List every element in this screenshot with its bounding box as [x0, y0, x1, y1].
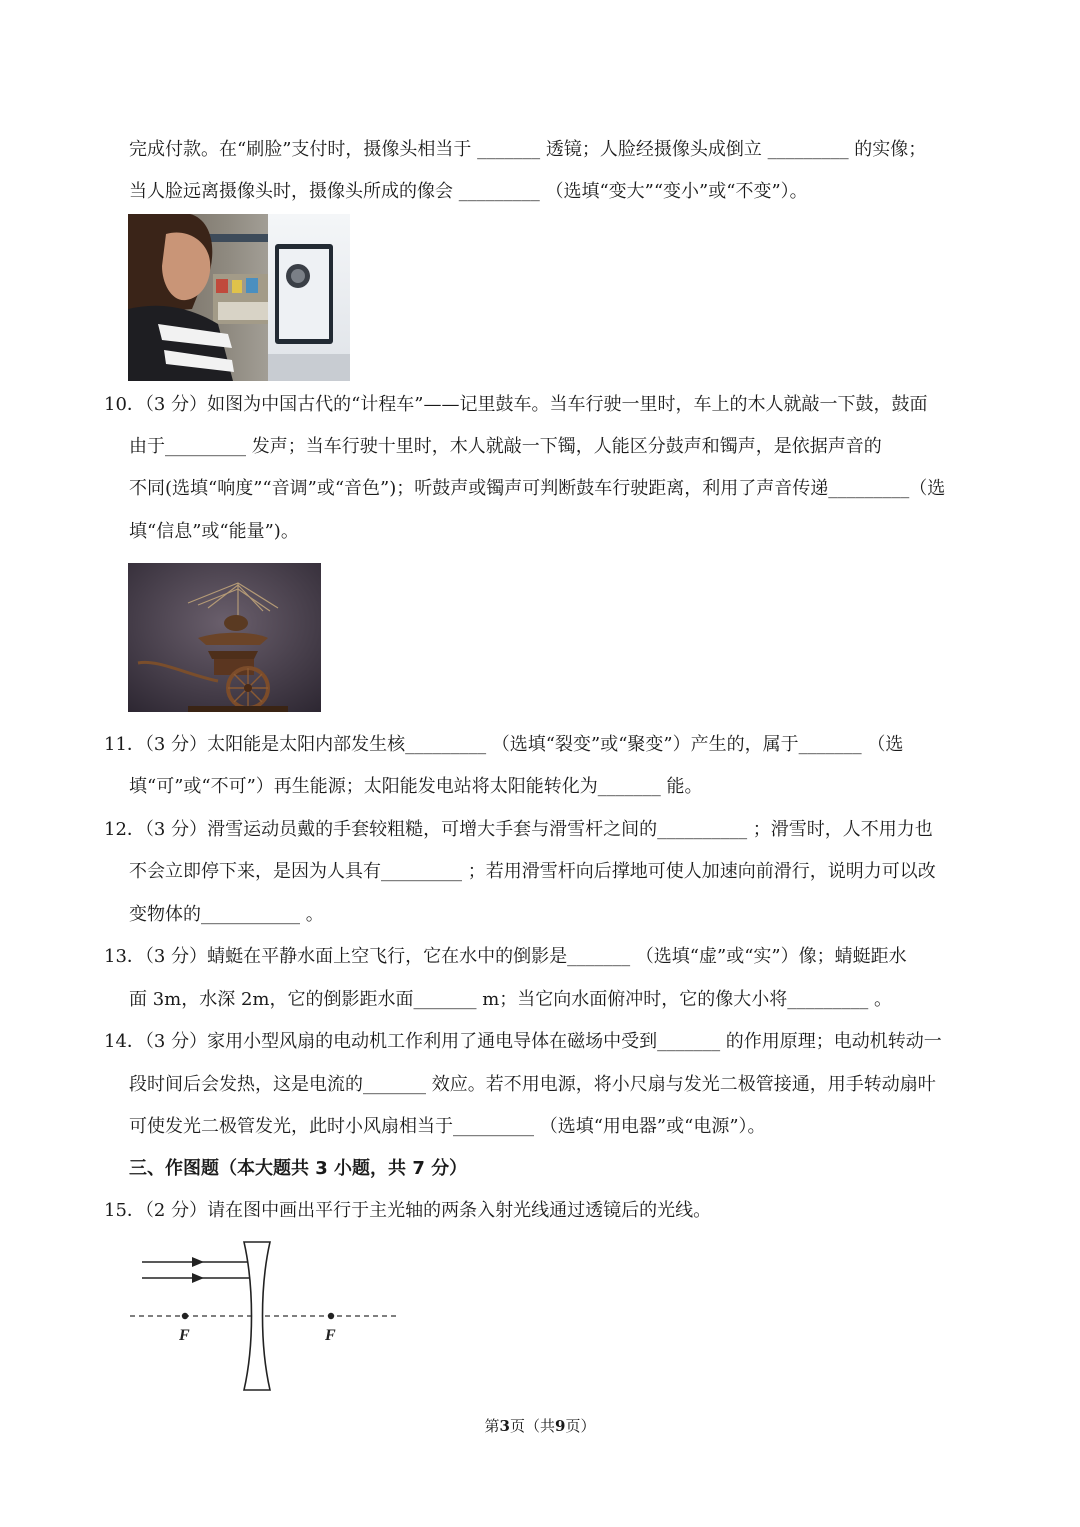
question-13-text-line-2: 面 3m，水深 2m，它的倒影距水面_______ m；当它向水面俯冲时，它的像大小将_________ 。	[129, 989, 892, 1010]
question-9-text-line-1: 完成付款。在“刷脸”支付时，摄像头相当于 _______ 透镜；人脸经摄像头成倒立 _________ 的实像；	[129, 139, 927, 160]
footer-suffix: 页）	[565, 1417, 596, 1435]
question-12-text-line-3: 变物体的___________ 。	[129, 904, 324, 925]
question-10-text-line-3: 不同(选填“响度”“音调”或“音色”)；听鼓声或镯声可判断鼓车行驶距离，利用了声音传递_________（选	[129, 478, 946, 499]
question-15-text: 15．（2 分）请在图中画出平行于主光轴的两条入射光线通过透镜后的光线。	[104, 1200, 712, 1221]
drum-cart-photo	[128, 563, 321, 712]
footer-prefix: 第	[484, 1417, 500, 1435]
question-12-text-line-2: 不会立即停下来，是因为人具有_________ ；若用滑雪杆向后撑地可使人加速向前滑行，说明力可以改	[129, 861, 936, 882]
question-10-text-line-4: 填“信息”或“能量”)。	[129, 521, 299, 542]
question-14-text-line-2: 段时间后会发热，这是电流的_______ 效应。若不用电源，将小尺扇与发光二极管接通，用手转动扇叶	[129, 1074, 936, 1095]
focus-right-label: F	[325, 1327, 336, 1344]
face-payment-photo	[128, 214, 350, 381]
section-3-heading: 三、作图题（本大题共 3 小题，共 7 分）	[129, 1158, 468, 1179]
footer-total-pages: 9	[555, 1417, 566, 1435]
focus-left-dot	[182, 1313, 188, 1319]
question-13-text-line-1: 13．（3 分）蜻蜓在平静水面上空飞行，它在水中的倒影是_______ （选填“虚”或“实”）像；蜻蜓距水	[104, 946, 907, 967]
question-11-text-line-2: 填“可”或“不可”）再生能源；太阳能发电站将太阳能转化为_______ 能。	[129, 776, 703, 797]
question-14-text-line-1: 14．（3 分）家用小型风扇的电动机工作利用了通电导体在磁场中受到_______ 的作用原理；电动机转动一	[104, 1031, 942, 1052]
question-9-text-line-2: 当人脸远离摄像头时，摄像头所成的像会 _________ （选填“变大”“变小”或“不变”）。	[129, 181, 808, 202]
arrow-icon	[192, 1257, 204, 1267]
question-12-text-line-1: 12．（3 分）滑雪运动员戴的手套较粗糙，可增大手套与滑雪杆之间的__________ ；滑雪时，人不用力也	[104, 819, 933, 840]
arrow-icon	[192, 1273, 204, 1283]
question-14-text-line-3: 可使发光二极管发光，此时小风扇相当于_________ （选填“用电器”或“电源”）。	[129, 1116, 766, 1137]
page-footer	[0, 1416, 1080, 1436]
question-10-text-line-2: 由于_________ 发声；当车行驶十里时，木人就敲一下镯，人能区分鼓声和镯声，是依据声音的	[129, 436, 882, 457]
question-10-text-line-1: 10．（3 分）如图为中国古代的“计程车”——记里鼓车。当车行驶一里时，车上的木人就敲一下鼓，鼓面	[104, 394, 928, 415]
concave-lens-diagram	[128, 1236, 400, 1396]
focus-left-label: F	[179, 1327, 190, 1344]
focus-right-dot	[328, 1313, 334, 1319]
question-11-text-line-1: 11．（3 分）太阳能是太阳内部发生核_________ （选填“裂变”或“聚变”）产生的，属于_______ （选	[104, 734, 904, 755]
footer-middle: 页（共	[509, 1417, 555, 1435]
footer-page-number: 3	[499, 1417, 510, 1435]
